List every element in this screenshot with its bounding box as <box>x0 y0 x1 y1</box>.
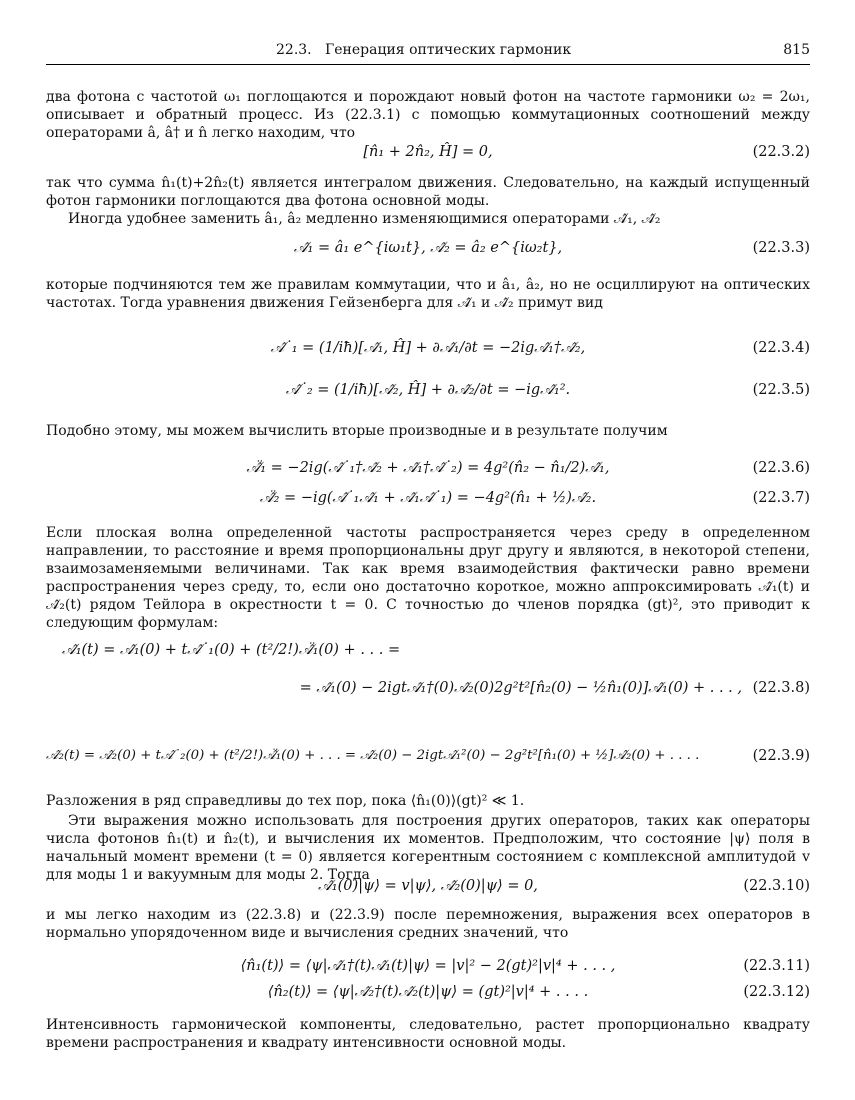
equation-22-3-7 <box>46 490 810 514</box>
paragraph-4: которые подчиняются тем же правилам коммутации, что и â₁, â₂, но не осциллируют на оптических частотах. Тогда уравнения движения Гейзенберга для 𝒜̂₁ и 𝒜̂₂ примут вид <box>46 277 810 311</box>
equation-number: (22.3.6) <box>752 460 810 476</box>
paragraph-5: Подобно этому, мы можем вычислить вторые производные и в результате получим <box>46 423 668 439</box>
section-number: 22.3. <box>276 42 312 58</box>
equation-number: (22.3.4) <box>752 340 810 356</box>
header-rule <box>46 64 810 65</box>
equation-body: 𝒜̂₁(t) = 𝒜̂₁(0) + t𝒜̂˙₁(0) + (t²/2!)𝒜̂̈₁(0) + . . . = <box>62 642 401 658</box>
equation-body: = 𝒜̂₁(0) − 2igt𝒜̂₁†(0)𝒜̂₂(0)2g²t²[n̂₂(0) − ½n̂₁(0)]𝒜̂₁(0) + . . . , <box>299 680 742 696</box>
equation-22-3-9 <box>46 748 810 772</box>
equation-body: [n̂₁ + 2n̂₂, Ĥ] = 0, <box>363 144 493 160</box>
paragraph-8: Эти выражения можно использовать для построения других операторов, таких как операторы числа фотонов n̂₁(t) и n̂₂(t), и вычисления их моментов. Предположим, что состояние |ψ⟩ поля в начальный момент времени (t = 0) является когерентным состоянием с комплексной амплитудой v для моды 1 и вакуумным для моды 2. Тогда <box>46 813 810 883</box>
page-number: 815 <box>783 42 810 58</box>
equation-body: 𝒜̂̈₂ = −ig(𝒜̂˙₁𝒜̂₁ + 𝒜̂₁𝒜̂˙₁) = −4g²(n̂₁ + ½)𝒜̂₂. <box>259 490 597 506</box>
equation-22-3-2 <box>46 144 810 168</box>
equation-body: 𝒜̂˙₁ = (1/iħ)[𝒜̂₁, Ĥ] + ∂𝒜̂₁/∂t = −2ig𝒜̂₁†𝒜̂₂, <box>270 340 586 356</box>
equation-body: 𝒜̂̈₁ = −2ig(𝒜̂˙₁†𝒜̂₂ + 𝒜̂₁†𝒜̂˙₂) = 4g²(n̂₂ − n̂₁/2)𝒜̂₁, <box>246 460 610 476</box>
equation-22-3-6 <box>46 460 810 484</box>
equation-number: (22.3.12) <box>743 984 810 1000</box>
equation-body: ⟨n̂₂(t)⟩ = ⟨ψ|𝒜̂₂†(t)𝒜̂₂(t)|ψ⟩ = (gt)²|v|⁴ + . . . . <box>267 984 589 1000</box>
equation-22-3-5 <box>46 382 810 406</box>
equation-number: (22.3.3) <box>752 240 810 256</box>
equation-body: 𝒜̂₁(0)|ψ⟩ = v|ψ⟩, 𝒜̂₂(0)|ψ⟩ = 0, <box>318 878 538 894</box>
equation-number: (22.3.2) <box>752 144 810 160</box>
paragraph-1: два фотона с частотой ω₁ поглощаются и порождают новый фотон на частоте гармоники ω₂ = 2ω₁, описывает и обратный процесс. Из (22.3.1) с помощью коммутационных соотношений между операторами â, â† и n̂ легко находим, что <box>46 89 810 141</box>
paragraph-3: Иногда удобнее заменить â₁, â₂ медленно изменяющимися операторами 𝒜̂₁, 𝒜̂₂ <box>68 211 661 227</box>
equation-22-3-11 <box>46 958 810 982</box>
equation-number: (22.3.9) <box>752 748 810 764</box>
page <box>46 38 810 1051</box>
header-title <box>276 42 571 58</box>
equation-22-3-10 <box>46 878 810 902</box>
paragraph-10: Интенсивность гармонической компоненты, следовательно, растет пропорционально квадрату времени распространения и квадрату интенсивности основной моды. <box>46 1017 810 1051</box>
paragraph-9: и мы легко находим из (22.3.8) и (22.3.9) после перемножения, выражения всех операторов в нормально упорядоченном виде и вычисления средних значений, что <box>46 907 810 941</box>
equation-22-3-12 <box>46 984 810 1008</box>
equation-number: (22.3.7) <box>752 490 810 506</box>
running-header <box>46 38 810 60</box>
equation-22-3-8-line-2 <box>46 680 810 704</box>
equation-body: 𝒜̂₁ = â₁ e^{iω₁t}, 𝒜̂₂ = â₂ e^{iω₂t}, <box>293 240 563 256</box>
paragraph-2: так что сумма n̂₁(t)+2n̂₂(t) является интегралом движения. Следовательно, на каждый испущенный фотон гармоники поглощаются два фотона основной моды. <box>46 175 810 209</box>
equation-number: (22.3.11) <box>743 958 810 974</box>
paragraph-7: Разложения в ряд справедливы до тех пор, пока ⟨n̂₁(0)⟩(gt)² ≪ 1. <box>46 793 525 809</box>
equation-body: 𝒜̂₂(t) = 𝒜̂₂(0) + t𝒜̂˙₂(0) + (t²/2!)𝒜̂̈₁(0) + . . . = 𝒜̂₂(0) − 2igt𝒜̂₁²(0) − 2g²t²[n̂₁(0) + ½]𝒜̂₂(0) + . . . . <box>46 748 700 763</box>
paragraph-6: Если плоская волна определенной частоты распространяется через среду в определенном направлении, то расстояние и время пропорциональны друг другу и являются, в некоторой степени, взаимозаменяемыми величинами. Так как время взаимодействия фактически равно времени распространения через среду, то, если оно достаточно короткое, можно аппроксимировать 𝒜̂₁(t) и 𝒜̂₂(t) рядом Тейлора в окрестности t = 0. С точностью до членов порядка (gt)², это приводит к следующим формулам: <box>46 525 810 631</box>
equation-number: (22.3.10) <box>743 878 810 894</box>
equation-body: ⟨n̂₁(t)⟩ = ⟨ψ|𝒜̂₁†(t)𝒜̂₁(t)|ψ⟩ = |v|² − 2(gt)²|v|⁴ + . . . , <box>240 958 616 974</box>
equation-number: (22.3.5) <box>752 382 810 398</box>
section-title: Генерация оптических гармоник <box>324 42 572 58</box>
equation-number: (22.3.8) <box>752 680 810 696</box>
equation-22-3-8-line-1 <box>46 642 810 666</box>
equation-body: 𝒜̂˙₂ = (1/iħ)[𝒜̂₂, Ĥ] + ∂𝒜̂₂/∂t = −ig𝒜̂₁². <box>285 382 571 398</box>
equation-22-3-4 <box>46 340 810 364</box>
equation-22-3-3 <box>46 240 810 264</box>
